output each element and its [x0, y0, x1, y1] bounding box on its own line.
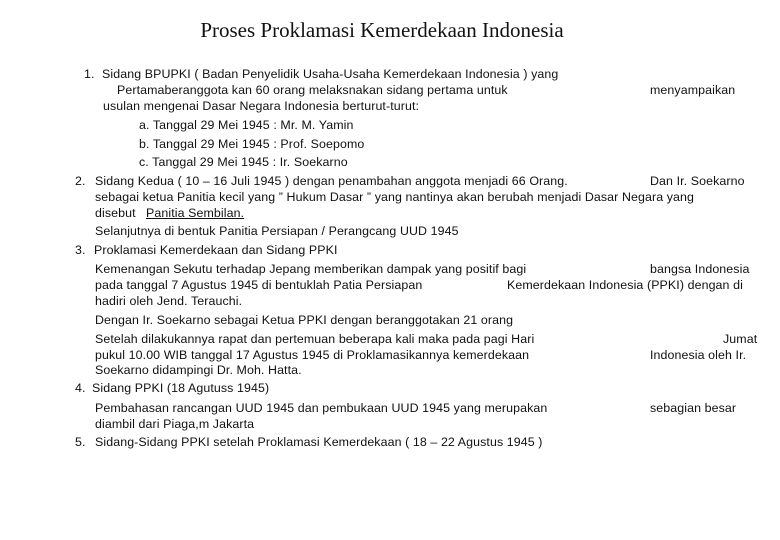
item-1-sub-c: c. Tanggal 29 Mei 1945 : Ir. Soekarno — [139, 155, 348, 169]
item-4-line: diambil dari Piaga,m Jakarta — [95, 417, 255, 431]
item-3-line: hadiri oleh Jend. Terauchi. — [95, 294, 243, 308]
item-3-line: Dengan Ir. Soekarno sebagai Ketua PPKI dengan beranggotakan 21 orang — [95, 313, 514, 327]
item-2-line: sebagai ketua Panitia kecil yang ” Hukum Dasar ” yang nantinya akan berubah menjadi Dasar Negara yang — [95, 190, 694, 204]
item-1-sub-a: a. Tanggal 29 Mei 1945 : Mr. M. Yamin — [139, 118, 354, 132]
item-3-line: pukul 10.00 WIB tanggal 17 Agustus 1945 di Proklamasikannya kemerdekaan — [95, 348, 530, 362]
item-2-line: Selanjutnya di bentuk Panitia Persiapan / Perangcang UUD 1945 — [95, 224, 459, 238]
item-3-line-right: Indonesia oleh Ir. — [650, 348, 747, 362]
item-3-line-right: bangsa Indonesia — [650, 262, 750, 276]
item-1-sub-b: b. Tanggal 29 Mei 1945 : Prof. Soepomo — [139, 137, 365, 151]
item-3-line-right: Jumat — [723, 332, 758, 346]
panitia-sembilan-term: Panitia Sembilan. — [146, 206, 245, 220]
item-2-heading-right: Dan Ir. Soekarno — [650, 174, 745, 188]
item-3-line: Setelah dilakukannya rapat dan pertemuan beberapa kali maka pada pagi Hari — [95, 332, 535, 346]
item-2-number: 2. — [75, 174, 86, 188]
item-5-number: 5. — [75, 435, 86, 449]
item-4-line-right: sebagian besar — [650, 401, 737, 415]
item-2-line: disebut — [95, 206, 136, 220]
item-3-line-right: Kemerdekaan Indonesia (PPKI) dengan di — [507, 278, 743, 292]
item-3-heading: Proklamasi Kemerdekaan dan Sidang PPKI — [94, 243, 338, 257]
item-3-line: Soekarno didampingi Dr. Moh. Hatta. — [95, 363, 302, 377]
item-5-heading: Sidang-Sidang PPKI setelah Proklamasi Kemerdekaan ( 18 – 22 Agustus 1945 ) — [95, 435, 543, 449]
item-3-number: 3. — [75, 243, 86, 257]
item-1-number: 1. — [84, 67, 95, 81]
item-1-heading: Sidang BPUPKI ( Badan Penyelidik Usaha-Usaha Kemerdekaan Indonesia ) yang — [102, 67, 559, 81]
item-2-heading: Sidang Kedua ( 10 – 16 Juli 1945 ) dengan penambahan anggota menjadi 66 Orang. — [95, 174, 568, 188]
item-4-number: 4. — [75, 381, 86, 395]
item-4-heading: Sidang PPKI (18 Agutuss 1945) — [92, 381, 270, 395]
item-3-line: Kemenangan Sekutu terhadap Jepang memberikan dampak yang positif bagi — [95, 262, 527, 276]
page-title: Proses Proklamasi Kemerdekaan Indonesia — [200, 18, 564, 42]
item-1-line: usulan mengenai Dasar Negara Indonesia berturut-turut: — [103, 99, 420, 113]
item-1-line-right: menyampaikan — [650, 83, 736, 97]
item-4-line: Pembahasan rancangan UUD 1945 dan pembukaan UUD 1945 yang merupakan — [95, 401, 548, 415]
item-1-line: Pertamaberanggota kan 60 orang melaksnakan sidang pertama untuk — [117, 83, 508, 97]
item-3-line: pada tanggal 7 Agustus 1945 di bentuklah Patia Persiapan — [95, 278, 423, 292]
